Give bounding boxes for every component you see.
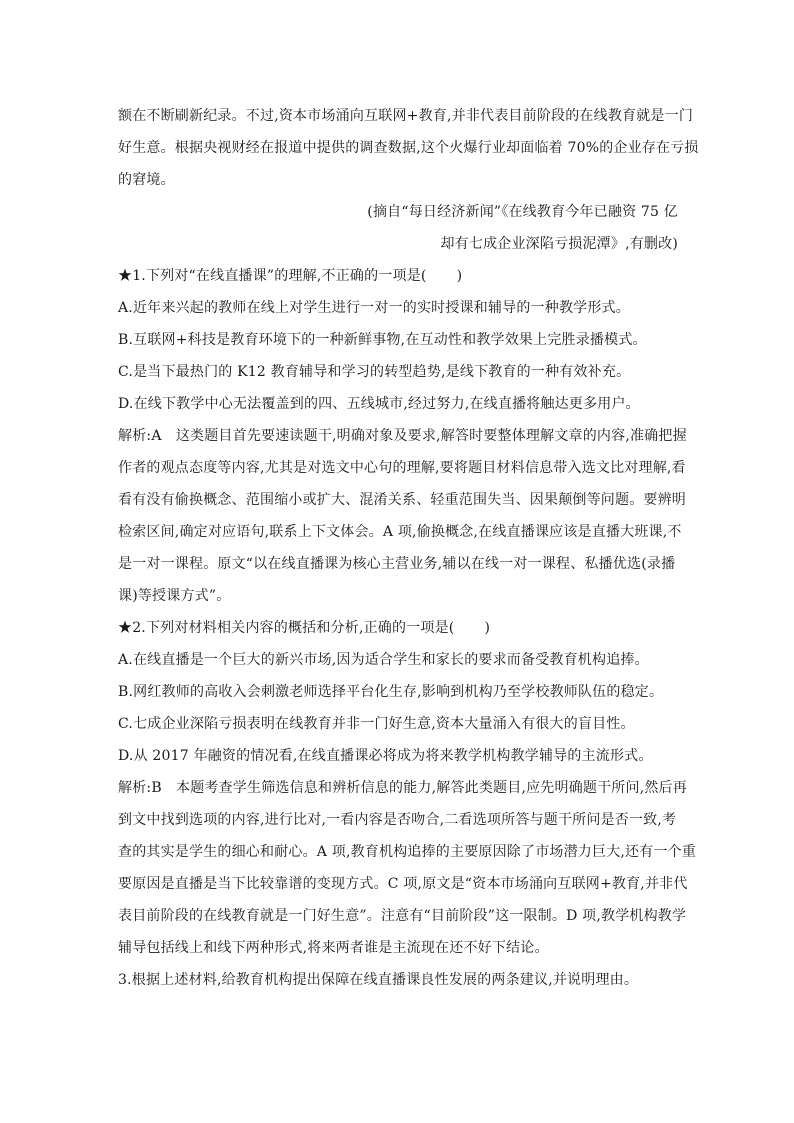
question-stem: 3.根据上述材料,给教育机构提出保障在线直播课良性发展的两条建议,并说明理由。 — [118, 972, 639, 988]
question-stem-text: ★2.下列对材料相关内容的概括和分析,正确的一项是( — [118, 620, 455, 636]
option-c: C.是当下最热门的 K12 教育辅导和学习的转型趋势,是线下教育的一种有效补充。 — [118, 364, 631, 380]
analysis-line: 要原因是直播是当下比较靠谱的变现方式。C 项,原文是“资本市场涌向互联网+教育,并非代 — [118, 876, 688, 892]
analysis-line: 辅导包括线上和线下两种形式,将来两者谁是主流现在还不好下结论。 — [118, 940, 549, 956]
option-c: C.七成企业深陷亏损表明在线教育并非一门好生意,资本大量涌入有很大的盲目性。 — [118, 716, 635, 732]
option-a: A.在线直播是一个巨大的新兴市场,因为适合学生和家长的要求而备受教育机构追捧。 — [118, 652, 649, 668]
option-b: B.互联网+科技是教育环境下的一种新鲜事物,在互动性和教学效果上完胜录播模式。 — [118, 332, 647, 348]
question-stem-text: ★1.下列对“在线直播课”的理解,不正确的一项是( — [118, 268, 427, 284]
question-3 — [118, 964, 678, 996]
option-b: B.网红教师的高收入会刺激老师选择平台化生存,影响到机构乃至学校教师队伍的稳定。 — [118, 684, 664, 700]
analysis-line: 看有没有偷换概念、范围缩小或扩大、混淆关系、轻重范围失当、因果颠倒等问题。要辨明 — [118, 492, 686, 508]
passage-line: 好生意。根据央视财经在报道中提供的调查数据,这个火爆行业却面临着 70%的企业存在亏损 — [118, 140, 699, 156]
analysis-line: 作者的观点态度等内容,尤其是对选文中心句的理解,要将题目材料信息带入选文比对理解,看 — [118, 460, 686, 476]
analysis-line: 表目前阶段的在线教育就是一门好生意”。注意有“目前阶段”这一限制。D 项,教学机构教学 — [118, 908, 687, 924]
analysis-line: 解析:A 这类题目首先要速读题干,明确对象及要求,解答时要整体理解文章的内容,准确把握 — [118, 428, 687, 444]
question-stem — [118, 260, 678, 292]
analysis-line: 到文中找到选项的内容,进行比对,一看内容是否吻合,二看选项所答与题干所问是否一致,考 — [118, 812, 677, 828]
attribution-line: (摘自“每日经济新闻”《在线教育今年已融资 75 亿 — [367, 204, 678, 220]
passage-line: 额在不断刷新纪录。不过,资本市场涌向互联网+教育,并非代表目前阶段的在线教育就是一门 — [118, 108, 694, 124]
question-1 — [118, 260, 687, 612]
question-2 — [118, 612, 697, 964]
passage-excerpt — [118, 100, 699, 196]
analysis — [118, 420, 687, 612]
document-body — [118, 100, 699, 996]
analysis-line: 查的其实是学生的细心和耐心。A 项,教育机构追捧的主要原因除了市场潜力巨大,还有一个重 — [118, 844, 697, 860]
passage-line: 的窘境。 — [118, 172, 175, 188]
analysis — [118, 772, 697, 964]
option-d: D.在线下教学中心无法覆盖到的四、五线城市,经过努力,在线直播将触达更多用户。 — [118, 396, 640, 412]
option-a: A.近年来兴起的教师在线上对学生进行一对一的实时授课和辅导的一种教学形式。 — [118, 300, 630, 316]
analysis-line: 解析:B 本题考查学生筛选信息和辨析信息的能力,解答此类题目,应先明确题干所问,然后再 — [118, 780, 687, 796]
option-d: D.从 2017 年融资的情况看,在线直播课必将成为将来教学机构教学辅导的主流形式。 — [118, 748, 653, 764]
source-attribution — [118, 196, 678, 260]
attribution-line: 却有七成企业深陷亏损泥潭》,有删改) — [440, 236, 678, 252]
analysis-line: 课)等授课方式”。 — [118, 588, 231, 604]
analysis-line: 检索区间,确定对应语句,联系上下文体会。A 项,偷换概念,在线直播课应该是直播大班课,不 — [118, 524, 682, 540]
question-stem-end: ) — [456, 268, 463, 284]
analysis-line: 是一对一课程。原文“以在线直播课为核心主营业务,辅以在线一对一课程、私播优选(录播 — [118, 556, 676, 572]
question-stem-end: ) — [484, 620, 491, 636]
question-stem — [118, 612, 678, 644]
